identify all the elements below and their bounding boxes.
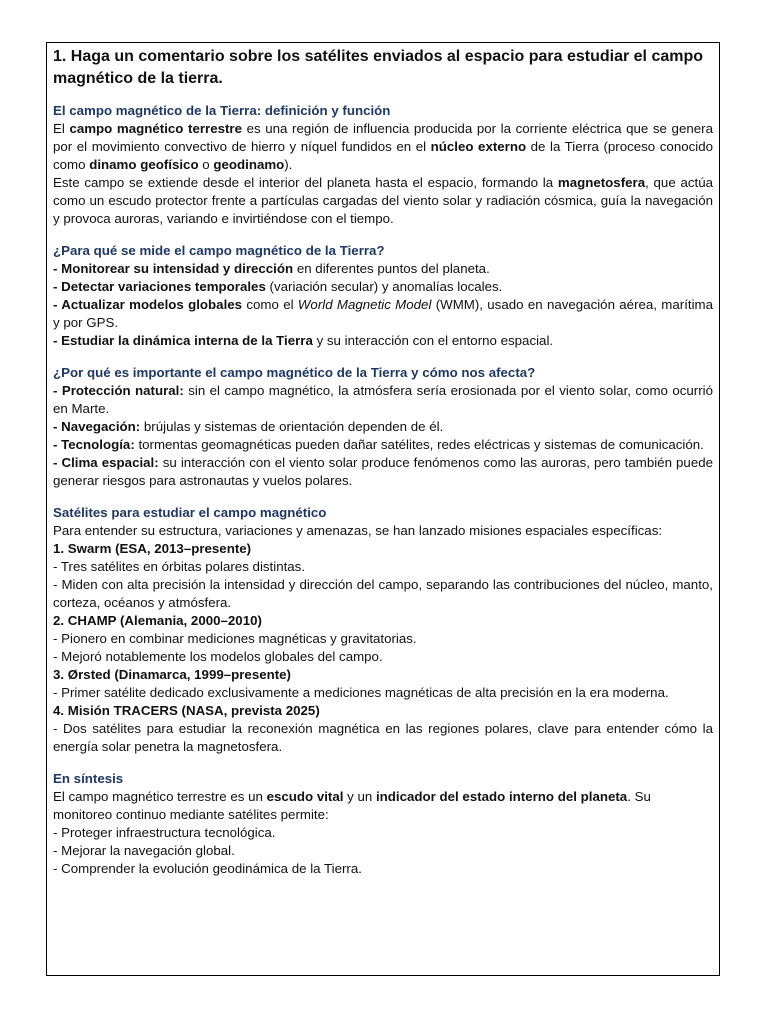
list-item: - Comprender la evolución geodinámica de la Tierra. <box>53 861 362 876</box>
list-item: - Actualizar modelos globales como el World Magnetic Model (WMM), usado en navegación aérea, marítima y por GPS. <box>53 297 714 330</box>
section-measurement <box>53 242 713 350</box>
satellite-title-orsted: 3. Ørsted (Dinamarca, 1999–presente) <box>53 667 291 682</box>
satellite-title-champ: 2. CHAMP (Alemania, 2000–2010) <box>53 613 262 628</box>
question-title: 1. Haga un comentario sobre los satélites enviados al espacio para estudiar el campo magnético de la tierra. <box>53 48 704 87</box>
section-heading: Satélites para estudiar el campo magnético <box>53 505 327 520</box>
section-heading: En síntesis <box>53 771 124 786</box>
section-heading: ¿Para qué se mide el campo magnético de la Tierra? <box>53 243 385 258</box>
satellite-title-tracers: 4. Misión TRACERS (NASA, prevista 2025) <box>53 703 320 718</box>
section-importance <box>53 364 713 490</box>
satellites-intro: Para entender su estructura, variaciones y amenazas, se han lanzado misiones espaciales específicas: <box>53 523 663 538</box>
list-item: - Pionero en combinar mediciones magnéticas y gravitatorias. <box>53 631 417 646</box>
list-item: - Navegación: brújulas y sistemas de orientación dependen de él. <box>53 419 444 434</box>
list-item: - Clima espacial: su interacción con el viento solar produce fenómenos como las auroras, pero también puede generar riesgos para astronautas y vuelos polares. <box>53 455 713 488</box>
list-item: - Tres satélites en órbitas polares distintas. <box>53 559 306 574</box>
list-item: - Miden con alta precisión la intensidad y dirección del campo, separando las contribuciones del núcleo, manto, corteza, océanos y atmósfera. <box>53 577 713 610</box>
section-heading: ¿Por qué es importante el campo magnético de la Tierra y cómo nos afecta? <box>53 365 536 380</box>
list-item: - Proteger infraestructura tecnológica. <box>53 825 276 840</box>
section-definition <box>53 102 713 228</box>
section-heading: El campo magnético de la Tierra: definición y función <box>53 103 391 118</box>
magnetosphere-paragraph: Este campo se extiende desde el interior del planeta hasta el espacio, formando la magnetosfera, que actúa como un escudo protector frente a partículas cargadas del viento solar y radiación cósmica, guía la navegación y provoca auroras, variando e invirtiéndose con el tiempo. <box>53 175 714 226</box>
satellite-title-swarm: 1. Swarm (ESA, 2013–presente) <box>53 541 252 556</box>
list-item: - Dos satélites para estudiar la reconexión magnética en las regiones polares, clave para entender cómo la energía solar penetra la magnetosfera. <box>53 721 713 754</box>
list-item: - Primer satélite dedicado exclusivamente a mediciones magnéticas de alta precisión en la era moderna. <box>53 685 669 700</box>
list-item: - Tecnología: tormentas geomagnéticas pueden dañar satélites, redes eléctricas y sistemas de comunicación. <box>53 437 704 452</box>
list-item: - Protección natural: sin el campo magnético, la atmósfera sería erosionada por el viento solar, como ocurrió en Marte. <box>53 383 713 416</box>
list-item: - Detectar variaciones temporales (variación secular) y anomalías locales. <box>53 279 503 294</box>
list-item: - Monitorear su intensidad y dirección en diferentes puntos del planeta. <box>53 261 490 276</box>
section-satellites <box>53 504 713 756</box>
list-item: - Mejoró notablemente los modelos globales del campo. <box>53 649 383 664</box>
definition-paragraph: El campo magnético terrestre es una región de influencia producida por la corriente eléctrica que se genera por el movimiento convectivo de hierro y níquel fundidos en el núcleo externo de la Tierra (proceso conocido como dinamo geofísico o geodinamo). <box>53 121 713 172</box>
list-item: - Estudiar la dinámica interna de la Tierra y su interacción con el entorno espacial. <box>53 333 554 348</box>
section-synthesis <box>53 770 713 878</box>
document-frame <box>46 42 720 976</box>
synthesis-paragraph: El campo magnético terrestre es un escudo vital y un indicador del estado interno del planeta. Su monitoreo continuo mediante satélites permite: <box>53 789 651 822</box>
list-item: - Mejorar la navegación global. <box>53 843 235 858</box>
